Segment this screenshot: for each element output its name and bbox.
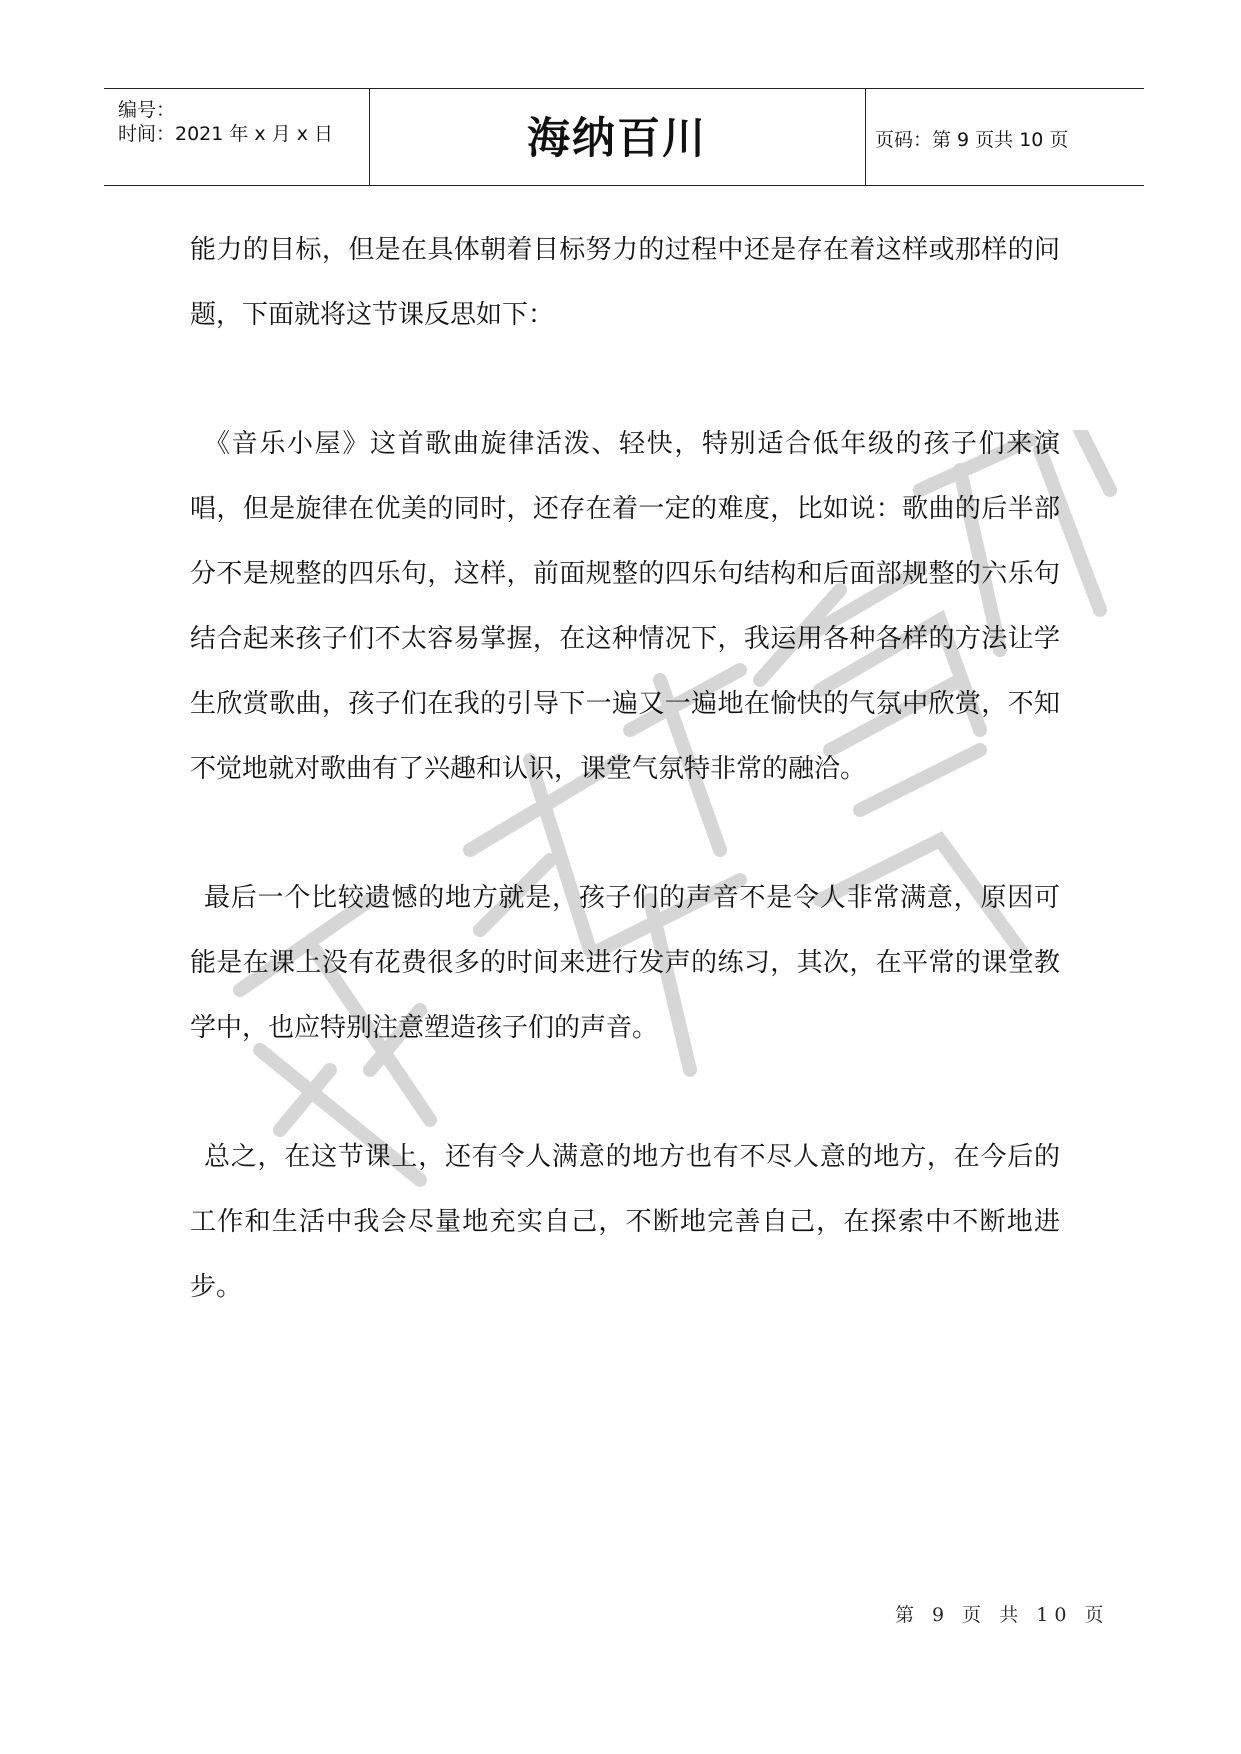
- paragraph-2: 《音乐小屋》这首歌曲旋律活泼、轻快，特别适合低年级的孩子们来演唱，但是旋律在优美的同时，还存在着一定的难度，比如说：歌曲的后半部分不是规整的四乐句，这样，前面规整的四乐句结构和后面部规整的六乐句结合起来孩子们不太容易掌握，在这种情况下，我运用各种各样的方法让学生欣赏歌曲，孩子们在我的引导下一遍又一遍地在愉快的气氛中欣赏，不知不觉地就对歌曲有了兴趣和认识，课堂气氛特非常的融洽。: [190, 429, 1060, 784]
- paragraph-1: 能力的目标，但是在具体朝着目标努力的过程中还是存在着这样或那样的问题，下面就将这节课反思如下：: [190, 235, 1060, 330]
- document-header: [104, 88, 1144, 186]
- paragraph-4: 总之，在这节课上，还有令人满意的地方也有不尽人意的地方，在今后的工作和生活中我会尽量地充实自己，不断地完善自己，在探索中不断地进步。: [190, 1142, 1060, 1302]
- document-time-label: 时间：2021 年 x 月 x 日: [118, 123, 334, 145]
- header-page-code: 页码：第 9 页共 10 页: [875, 129, 1069, 151]
- header-brand-cell: [369, 89, 866, 185]
- document-body: [190, 218, 1060, 1320]
- header-meta-cell: [104, 89, 370, 185]
- document-number-label: 编号：: [118, 99, 176, 121]
- header-page-cell: [865, 89, 1144, 185]
- paragraph-3: 最后一个比较遗憾的地方就是，孩子们的声音不是令人非常满意，原因可能是在课上没有花费很多的时间来进行发声的练习，其次，在平常的课堂教学中，也应特别注意塑造孩子们的声音。: [190, 883, 1060, 1043]
- brand-title: 海纳百川: [527, 114, 707, 164]
- page-footer: 第 9 页 共 10 页: [895, 1604, 1110, 1626]
